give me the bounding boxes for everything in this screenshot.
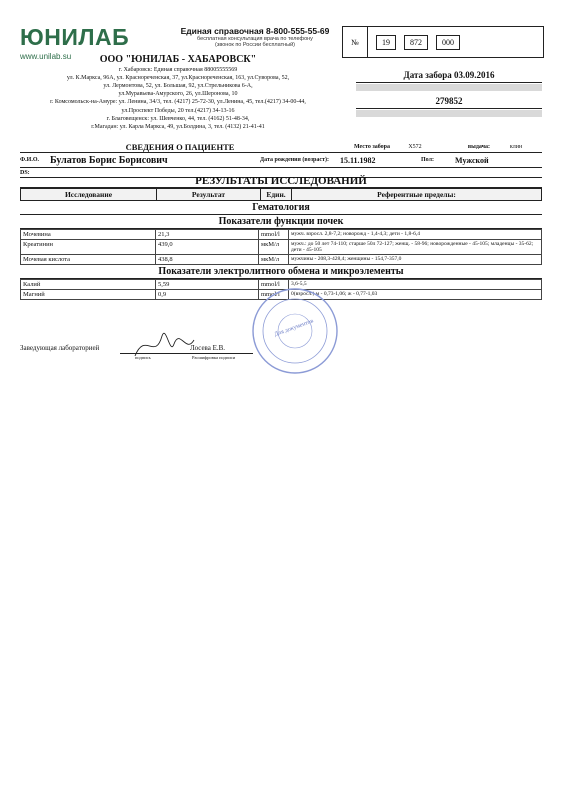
test-value: 5,59 bbox=[156, 280, 259, 290]
issue-label: выдача: bbox=[467, 143, 490, 150]
signature-caption: подпись bbox=[135, 355, 151, 360]
test-name: Калий bbox=[21, 280, 156, 290]
org-line: г.Магадан: ул. Карла Маркса, 49, ул.Болдина, 3, тел. (4132) 21-41-41 bbox=[91, 123, 265, 130]
test-value: 439,0 bbox=[156, 240, 259, 255]
place-value: Х572 bbox=[408, 143, 422, 150]
hotline-note: бесплатная консультация врача по телефону bbox=[197, 36, 313, 42]
test-unit: мкМ/л bbox=[259, 240, 289, 255]
issue-value: клин bbox=[509, 143, 523, 150]
results-title: РЕЗУЛЬТАТЫ ИССЛЕДОВАНИЙ bbox=[20, 175, 542, 188]
order-number-box bbox=[342, 26, 544, 58]
col-header: Исследование bbox=[21, 189, 157, 200]
ds-label: DS: bbox=[20, 169, 30, 176]
number-sign: № bbox=[343, 27, 368, 57]
patient-section bbox=[20, 141, 542, 178]
logo-name: ЮНИЛАБ bbox=[20, 24, 130, 50]
order-num-1: 19 bbox=[376, 35, 396, 50]
org-line: г. Хабаровск: Единая справочная 88005555569 bbox=[118, 67, 238, 74]
order-num-3: 000 bbox=[436, 35, 460, 50]
sample-barcode: 279852 bbox=[356, 96, 542, 109]
dob-value: 15.11.1982 bbox=[340, 155, 376, 165]
test-name: Магний bbox=[21, 290, 156, 300]
lab-stamp bbox=[250, 286, 340, 376]
results-section bbox=[20, 175, 542, 300]
patient-section-title: СВЕДЕНИЯ О ПАЦИЕНТЕ bbox=[125, 141, 235, 152]
fio-value: Булатов Борис Борисович bbox=[50, 154, 168, 166]
divider-bar bbox=[356, 84, 542, 91]
col-header: Референтные пределы: bbox=[377, 190, 456, 199]
org-info bbox=[20, 56, 336, 131]
org-line: ул. Лермонтова, 52, ул. Большая, 92, ул.Стрельникова 6-А, bbox=[103, 83, 253, 90]
hotline-note-2: (звонок по России бесплатный) bbox=[215, 42, 295, 48]
hotline-block bbox=[180, 26, 330, 48]
head-of-lab-label: Заведующая лабораторией bbox=[20, 344, 100, 352]
test-unit: mmol/l bbox=[259, 290, 289, 300]
sex-label: Пол: bbox=[421, 157, 434, 163]
section-title: Показатели функции почек bbox=[20, 215, 542, 229]
name-caption: Расшифровка подписи bbox=[192, 355, 236, 360]
test-value: 21,3 bbox=[156, 230, 259, 240]
test-name: Мочевина bbox=[21, 230, 156, 240]
org-line: г. Комсомольск-на-Амуре: ул. Ленина, 34/3, тел. (4217) 25-72-30, ул.Ленина, 45, тел.(4217) 34-00-44, bbox=[50, 99, 306, 106]
col-header: Результат bbox=[157, 189, 261, 200]
test-unit: mmol/l bbox=[259, 280, 289, 290]
test-name: Мочевая кислота bbox=[21, 255, 156, 265]
org-line: ул.Муравьева-Амурского, 26, ул.Шеронова, 10 bbox=[118, 91, 238, 98]
sample-date: Дата забора 03.09.2016 bbox=[356, 70, 542, 83]
group-title: Гематология bbox=[20, 201, 542, 215]
test-value: 0,9 bbox=[156, 290, 259, 300]
order-num-2: 872 bbox=[404, 35, 428, 50]
table-row bbox=[21, 240, 542, 255]
signature-scribble bbox=[130, 326, 200, 364]
test-ref: 3,6-5,5 bbox=[289, 280, 542, 290]
logo-url: www.unilab.su bbox=[20, 52, 72, 61]
test-value: 438,8 bbox=[156, 255, 259, 265]
org-line: ул. К.Маркса, 96А, ул. Краснореченская, 37, ул.Краснореченская, 163, ул.Суворова, 52, bbox=[66, 75, 290, 82]
stamp-text: Для документов bbox=[273, 318, 315, 339]
table-row bbox=[21, 255, 542, 265]
place-label: Место забора bbox=[353, 143, 390, 150]
org-line: г. Благовещенск: ул. Шевченко, 44, тел. (4162) 51-48-34, bbox=[106, 115, 250, 122]
dob-label: Дата рождения (возраст): bbox=[260, 157, 329, 163]
divider-bar bbox=[356, 110, 542, 117]
section-title: Показатели электролитного обмена и микроэлементы bbox=[20, 265, 542, 279]
test-unit: mmol/l bbox=[259, 230, 289, 240]
test-name: Креатинин bbox=[21, 240, 156, 255]
col-header: Един. bbox=[261, 189, 292, 200]
table-row bbox=[21, 230, 542, 240]
results-header bbox=[20, 188, 542, 201]
org-line: ул.Проспект Победы, 20 тел.(4217) 34-13-16 bbox=[121, 107, 235, 114]
test-ref: мужчины - 208,3-428,4; женщины - 154,7-357,0 bbox=[289, 255, 542, 265]
test-unit: мкМ/л bbox=[259, 255, 289, 265]
test-ref: 0(взросл.) м - 0,73-1,06; ж - 0,77-1,03 bbox=[289, 290, 542, 300]
hotline-title: Единая справочная 8-800-555-55-69 bbox=[180, 26, 330, 36]
results-table-kidney bbox=[20, 229, 542, 265]
org-title: ООО "ЮНИЛАБ - ХАБАРОВСК" bbox=[99, 54, 257, 65]
test-ref: мужч.: до 50 лет 74-110; старше 50л 72-127; женщ. - 58-96; новорожденные - 45-105; младенцы - 35-62; дети - 45-105 bbox=[289, 240, 542, 255]
fio-label: Ф.И.О. bbox=[20, 157, 39, 163]
sex-value: Мужской bbox=[455, 155, 489, 165]
test-ref: мужч. взросл. 2,8-7,2; новорожд - 1,4-4,3; дети - 1,8-6,4 bbox=[289, 230, 542, 240]
signer-name: Лосева Е.В. bbox=[190, 344, 226, 352]
